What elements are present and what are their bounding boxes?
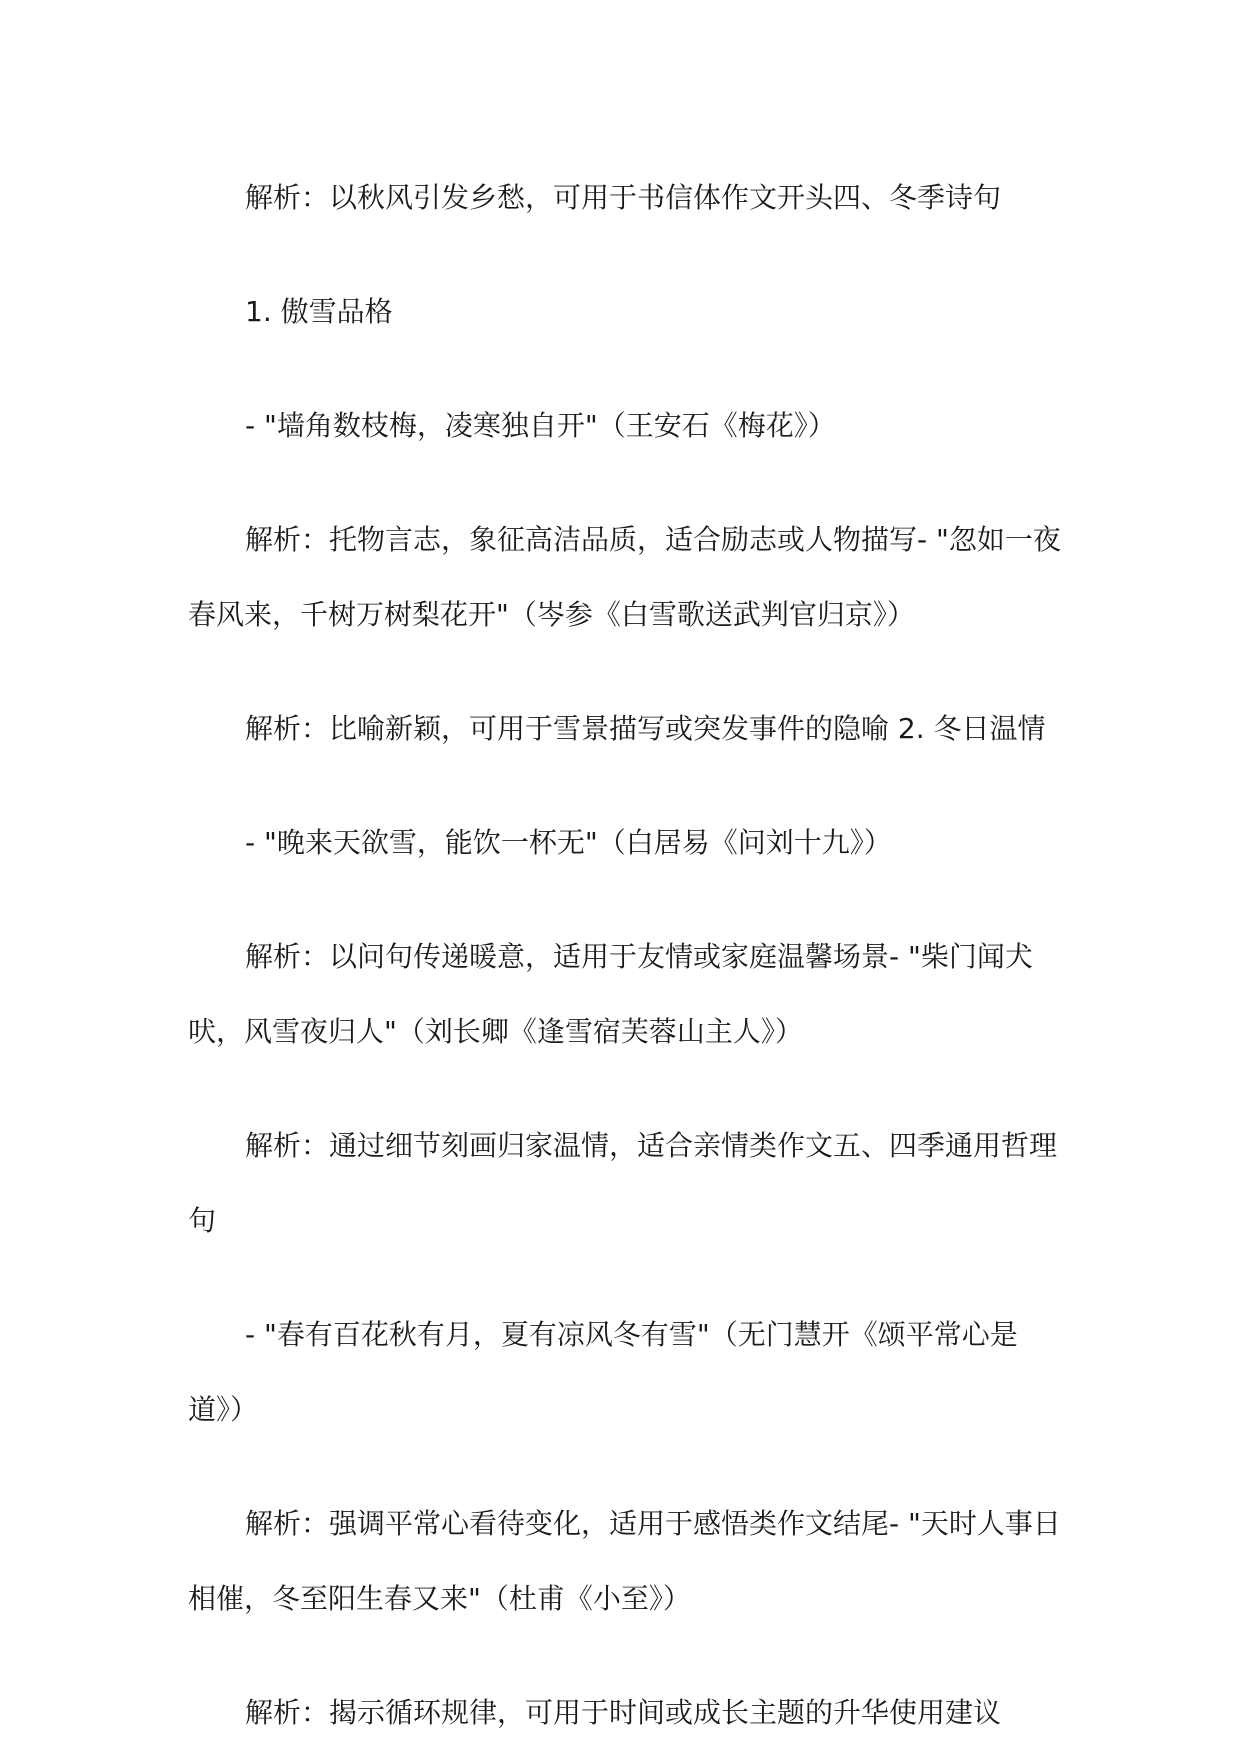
poem-ordinary-mind: - "春有百花秋有月，夏有凉风冬有雪"（无门慧开《颂平常心是道》） <box>188 1318 1018 1426</box>
poem-plum-blossom: - "墙角数枝梅，凌寒独自开"（王安石《梅花》） <box>245 409 836 442</box>
poem-liu-nineteen: - "晚来天欲雪，能饮一杯无"（白居易《问刘十九》） <box>245 826 892 859</box>
paragraph-analysis-autumn: 解析：以秋风引发乡愁，可用于书信体作文开头四、冬季诗句 <box>245 181 1002 214</box>
paragraph-analysis-ordinary-mind: 解析：强调平常心看待变化，适用于感悟类作文结尾- "天时人事日相催，冬至阳生春又来"（杜甫《小至》） <box>188 1507 1061 1615</box>
heading-snow-character: 1. 傲雪品格 <box>245 295 393 328</box>
paragraph-analysis-snow-scene: 解析：比喻新颖，可用于雪景描写或突发事件的隐喻 2. 冬日温情 <box>245 712 1046 745</box>
paragraph-analysis-warmth: 解析：以问句传递暖意，适用于友情或家庭温馨场景- "柴门闻犬吠，风雪夜归人"（刘长卿《逢雪宿芙蓉山主人》） <box>188 940 1033 1048</box>
paragraph-analysis-plum: 解析：托物言志，象征高洁品质，适合励志或人物描写- "忽如一夜春风来，千树万树梨花开"（岑参《白雪歌送武判官归京》） <box>188 523 1061 631</box>
paragraph-analysis-cycle: 解析：揭示循环规律，可用于时间或成长主题的升华使用建议 <box>245 1696 1002 1729</box>
document-body <box>188 160 1064 1750</box>
paragraph-analysis-homecoming: 解析：通过细节刻画归家温情，适合亲情类作文五、四季通用哲理句 <box>188 1129 1058 1237</box>
